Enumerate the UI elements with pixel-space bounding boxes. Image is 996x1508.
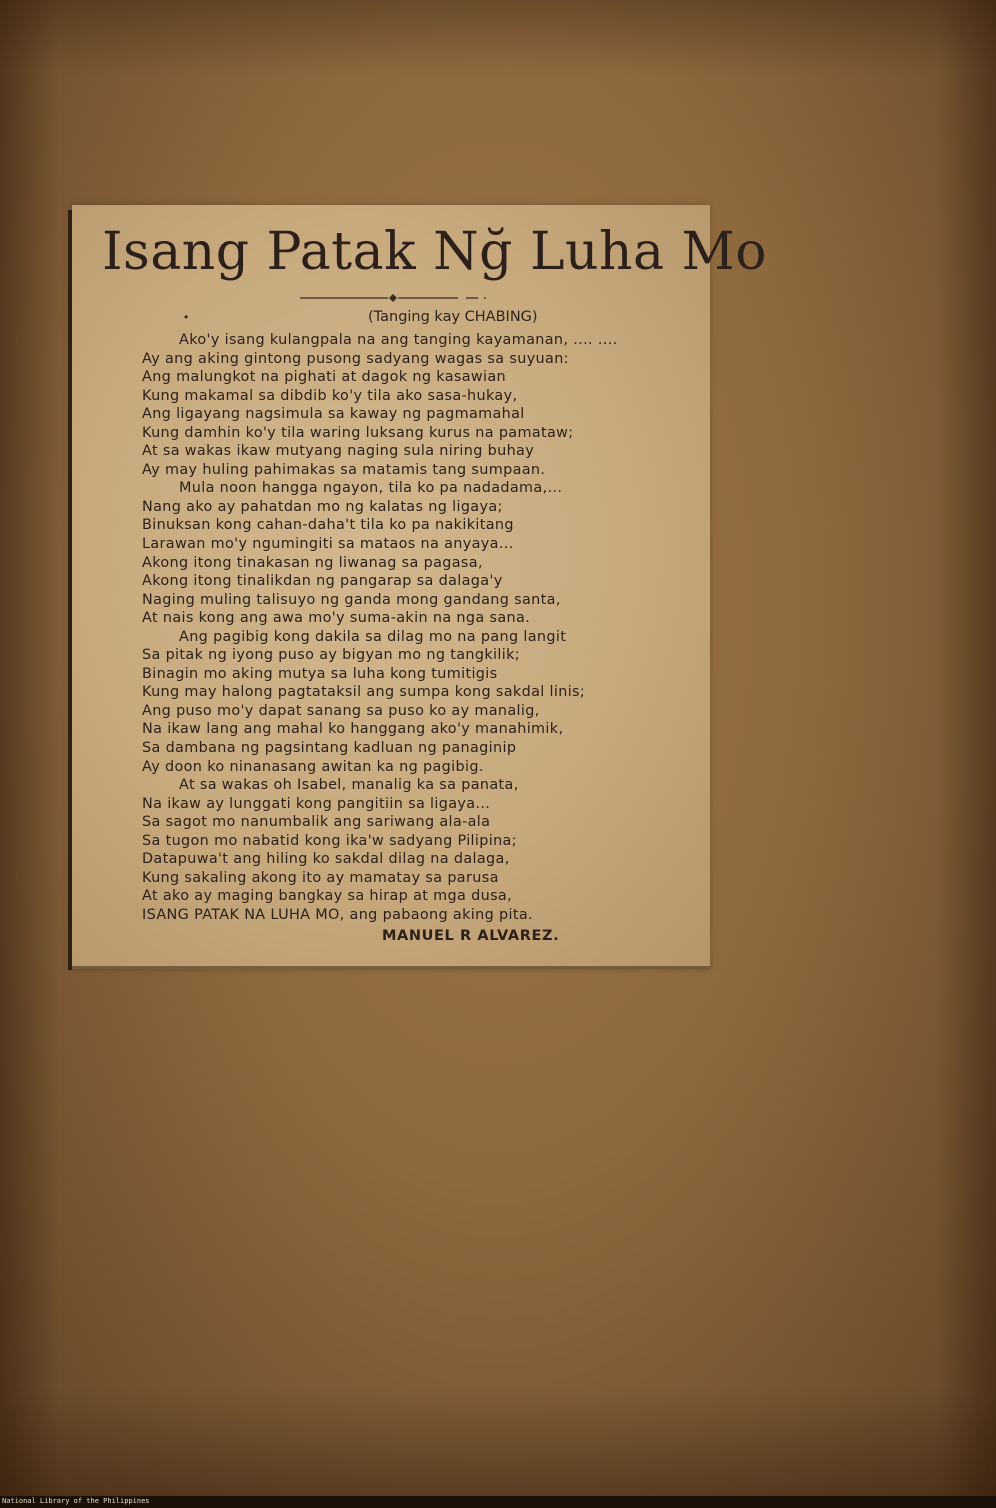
poem-line: Mula noon hangga ngayon, tila ko pa nadadama,... — [179, 480, 563, 497]
clipping-bottom-edge — [72, 966, 710, 969]
poem-line: Sa pitak ng iyong puso ay bigyan mo ng tangkilik; — [142, 647, 520, 664]
poem-line: Ang pagibig kong dakila sa dilag mo na pang langit — [179, 628, 567, 645]
poem-author-signature: MANUEL R ALVAREZ. — [382, 928, 560, 944]
poem-line: Akong itong tinalikdan ng pangarap sa dalaga'y — [142, 573, 503, 590]
poem-line: Ay ang aking gintong pusong sadyang wagas sa suyuan: — [142, 350, 569, 367]
poem-line: Sa dambana ng pagsintang kadluan ng panaginip — [142, 740, 517, 757]
poem-dedication: (Tanging kay CHABING) — [368, 309, 538, 325]
poem-line: Datapuwa't ang hiling ko sakdal dilag na dalaga, — [142, 851, 510, 868]
poem-line: Kung damhin ko'y tila waring luksang kurus na pamataw; — [142, 424, 574, 441]
poem-line: Naging muling talisuyo ng ganda mong gandang santa, — [142, 591, 561, 608]
poem-line: Larawan mo'y ngumingiti sa mataos na anyaya... — [142, 536, 514, 553]
poem-line: Ang puso mo'y dapat sanang sa puso ko ay manalig, — [142, 702, 540, 719]
poem-line: Sa tugon mo nabatid kong ika'w sadyang Pilipina; — [142, 832, 517, 849]
poem-line: Kung makamal sa dibdib ko'y tila ako sasa-hukay, — [142, 387, 518, 404]
poem-line: Nang ako ay pahatdan mo ng kalatas ng ligaya; — [142, 498, 503, 515]
poem-line: Kung sakaling akong ito ay mamatay sa parusa — [142, 869, 499, 886]
poem-line: Na ikaw lang ang mahal ko hanggang ako'y manahimik, — [142, 721, 564, 738]
title-ornament-divider — [298, 291, 488, 305]
dedication-bullet: • — [184, 310, 189, 324]
poem-line: At ako ay maging bangkay sa hirap at mga dusa, — [142, 888, 513, 905]
poem-line: Binagin mo aking mutya sa luha kong tumitigis — [142, 665, 498, 682]
library-credit: National Library of the Philippines — [2, 1497, 150, 1505]
poem-line: Na ikaw ay lunggati kong pangitiin sa ligaya... — [142, 795, 491, 812]
poem-line: Ay doon ko ninanasang awitan ka ng pagibig. — [142, 758, 484, 775]
clipping-left-edge — [68, 210, 72, 970]
poem-line: Ako'y isang kulangpala na ang tanging kayamanan, .... .... — [179, 332, 618, 348]
poem-line: Kung may halong pagtataksil ang sumpa kong sakdal linis; — [142, 684, 586, 701]
poem-line: At sa wakas oh Isabel, manalig ka sa panata, — [179, 777, 519, 794]
poem-line: Ang ligayang nagsimula sa kaway ng pagmamahal — [142, 406, 525, 423]
poem-line: Ang malungkot na pighati at dagok ng kasawian — [142, 369, 506, 386]
poem-line: Akong itong tinakasan ng liwanag sa pagasa, — [142, 554, 483, 571]
poem-line: At sa wakas ikaw mutyang naging sula niring buhay — [142, 443, 535, 460]
poem-line: Sa sagot mo nanumbalik ang sariwang ala-ala — [142, 814, 491, 831]
poem-body — [142, 331, 722, 925]
poem-line: Binuksan kong cahan-daha't tila ko pa nakikitang — [142, 517, 514, 534]
poem-title: Isang Patak Nğ Luha Mo — [102, 222, 768, 282]
poem-line: At nais kong ang awa mo'y suma-akin na nga sana. — [142, 610, 531, 627]
poem-line: Ay may huling pahimakas sa matamis tang sumpaan. — [142, 461, 546, 478]
poem-line: ISANG PATAK NA LUHA MO, ang pabaong aking pita. — [142, 906, 533, 923]
